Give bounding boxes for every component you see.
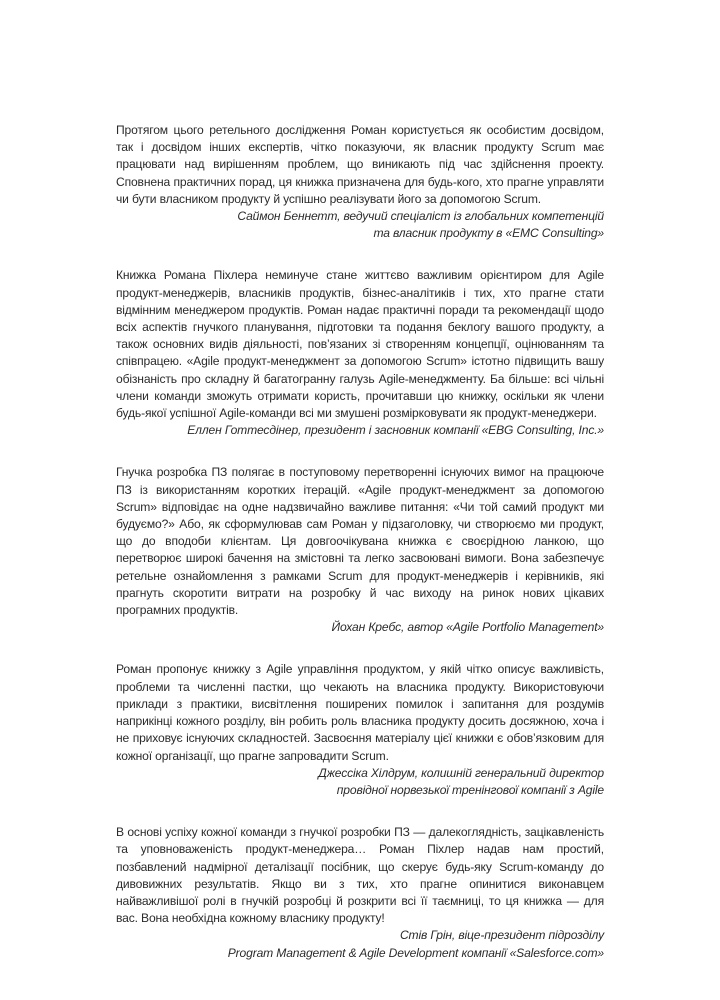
review-attribution: провідної норвезької тренінгової компанії з Agile [336,782,604,797]
review-text: В основі успіху кожної команди з гнучкої розробки ПЗ — далекоглядність, зацікавленість та уповноваженість продукт-менеджера… Роман Піхлер надав нам простий, позбавлений надмірної деталізації посібник, що скерує будь-яку Scrum-команду до дивовижних результатів. Якщо ви з тих, хто прагне опинитися виконавцем найважливішої ролі в гнучкій розробці й розкрити всі її таємниці, то ця книжка — для вас. Вона необхідна кожному власнику продукту! [116,825,604,926]
review-attribution: Джессіка Хілдрум, колишній генеральний директор [318,765,604,780]
review-attribution: Саймон Беннетт, ведучий спеціаліст із глобальних компетенцій [237,209,604,224]
review-block [116,267,604,439]
review-text: Гнучка розробка ПЗ полягає в поступовому перетворенні існуючих вимог на працююче ПЗ із використанням коротких ітерацій. «Agile продукт-менеджмент за допомогою Scrum» відповідає на одне надзвичайно важливе питання: «Чи той самий продукт ми будуємо?» Або, як сформулював сам Роман у підзаголовку, чи створюємо ми продукт, що до вподоби клієнтам. Ця довгоочікувана книжка є своєрідною ланкою, що перетворює широкі бачення на змістовні та легко засвоювані вимоги. Вона забезпечує ретельне ознайомлення з рамками Scrum для продукт-менеджерів і керівників, які прагнуть скоротити витрати на розробку й час виходу на ринок нових цікавих програмних продуктів. [116,465,604,618]
review-text: Протягом цього ретельного дослідження Роман користується як особистим досвідом, так і досвідом інших експертів, чітко показуючи, як власник продукту Scrum має працювати над вирішенням проблем, що виникають під час здійснення проекту. Сповнена практичних порад, ця книжка призначена для будь-кого, хто прагне управляти чи бути власником продукту й успішно реалізувати його за допомогою Scrum. [116,123,604,206]
review-block [116,122,604,242]
review-attribution: Йохан Кребс, автор «Agile Portfolio Management» [331,620,604,635]
review-attribution: Program Management & Agile Development компанії «Salesforce.com» [227,945,604,960]
review-text: Роман пропонує книжку з Agile управління продуктом, у якій чітко описує важливість, проблеми та численні пастки, що чекають на власника продукту. Використовуючи приклади з практики, висвітлення поширених помилок і запитання для роздумів наприкінці кожного розділу, він робить роль власника продукту досить досяжною, хоча і не приховує існуючих складностей. Засвоєння матеріалу цієї книжки є обов’язковим для кожної організації, що прагне запровадити Scrum. [116,662,604,763]
review-block [116,824,604,962]
review-block [116,464,604,636]
review-page [116,122,604,987]
review-attribution: та власник продукту в «EMC Consulting» [373,226,604,241]
review-attribution: Еллен Готтесдінер, президент і засновник компанії «EBG Consulting, Inc.» [187,423,604,438]
review-block [116,661,604,799]
review-attribution: Стів Грін, віце-президент підрозділу [399,928,604,943]
review-text: Книжка Романа Піхлера неминуче стане життєво важливим орієнтиром для Agile продукт-менеджерів, власників продуктів, бізнес-аналітиків і тих, хто прагне стати відмінним менеджером продуктів. Роман надає практичні поради та рекомендації щодо всіх аспектів гнучкого планування, підготовки та подання беклогу вашого продукту, а також основних видів діяльності, пов’язаних зі створенням концепції, оцінюванням та співпрацею. «Agile продукт-менеджмент за допомогою Scrum» істотно підвищить вашу обізнаність про складну й багатогранну галузь Agile-менеджменту. Ба більше: всі чільні члени команди зможуть отримати користь, прочитавши цю книжку, оскільки як члени будь-якої успішної Agile-команди всі ми змушені розмірковувати як продукт-менеджери. [116,268,604,421]
